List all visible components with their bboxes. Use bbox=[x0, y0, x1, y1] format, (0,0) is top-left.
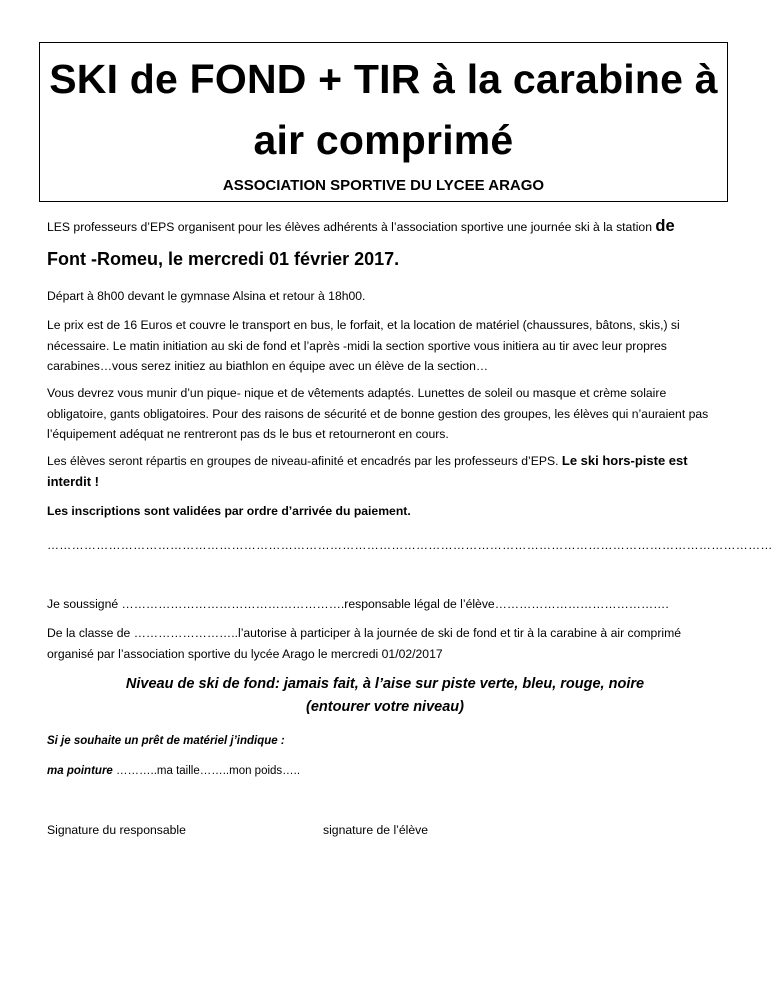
shoe-size-label: ma pointure bbox=[47, 765, 113, 777]
loan-label: Si je souhaite un prêt de matériel j’indique : bbox=[47, 735, 285, 747]
signed-line[interactable]: Je soussigné ……………………………………………….responsable légal de l’élève……………………………………. bbox=[47, 597, 669, 611]
departure-paragraph: Départ à 8h00 devant le gymnase Alsina et retour à 18h00. bbox=[47, 289, 366, 303]
equipment-paragraph: Vous devrez vous munir d’un pique- nique et de vêtements adaptés. Lunettes de soleil ou masque et crème solaire obligatoire, gants obligatoires. Pour des raisons de sécurité et de bonne gestion des groupes, les élèves qui n’auraient pas l’équipement adéquat ne rentreront pas ds le bus et retourneront en cours. bbox=[47, 386, 709, 441]
ski-level-instruction: (entourer votre niveau) bbox=[306, 699, 464, 715]
page-title: SKI de FOND + TIR à la carabine à air comprimé bbox=[49, 56, 718, 163]
intro-tail: de bbox=[655, 217, 675, 235]
ski-level-line[interactable]: Niveau de ski de fond: jamais fait, à l’aise sur piste verte, bleu, rouge, noire bbox=[125, 676, 645, 692]
price-paragraph: Le prix est de 16 Euros et couvre le transport en bus, le forfait, et la location de matériel (chaussures, bâtons, skis,) si nécessaire. Le matin initiation au ski de fond et l’après -midi la section sportive vous initiera au tir avec leur propres carabines…vous serez initiez au biathlon en équipe avec un élève de la section… bbox=[47, 318, 680, 373]
intro-text: LES professeurs d’EPS organisent pour les élèves adhérents à l’association sportive une journée ski à la station bbox=[47, 220, 656, 234]
cut-separator: …………………………………………………………………………………………………………………………………………………………… bbox=[47, 538, 773, 552]
signature-student[interactable]: signature de l’élève bbox=[323, 823, 429, 837]
measurements-fields[interactable]: ………..ma taille……..mon poids….. bbox=[112, 765, 301, 777]
groups-text: Les élèves seront répartis en groupes de niveau-afinité et encadrés par les professeurs d’EPS. bbox=[47, 454, 562, 468]
signature-responsible[interactable]: Signature du responsable bbox=[47, 823, 186, 837]
title-box bbox=[39, 42, 728, 202]
measurements-line[interactable] bbox=[47, 761, 727, 782]
intro-paragraph bbox=[47, 216, 727, 238]
offpiste-warning: Le ski hors-piste est interdit ! bbox=[47, 453, 688, 489]
class-authorization[interactable]: De la classe de ……………………..l’autorise à participer à la journée de ski de fond et tir à la carabine à air comprimé organisé par l’association sportive du lycée Arago le mercredi 01/02/2017 bbox=[47, 626, 682, 661]
event-date-line: Font -Romeu, le mercredi 01 février 2017. bbox=[47, 249, 400, 269]
association-subtitle: ASSOCIATION SPORTIVE DU LYCEE ARAGO bbox=[222, 177, 545, 194]
registrations-note: Les inscriptions sont validées par ordre d’arrivée du paiement. bbox=[47, 504, 411, 518]
groups-paragraph bbox=[47, 451, 727, 492]
